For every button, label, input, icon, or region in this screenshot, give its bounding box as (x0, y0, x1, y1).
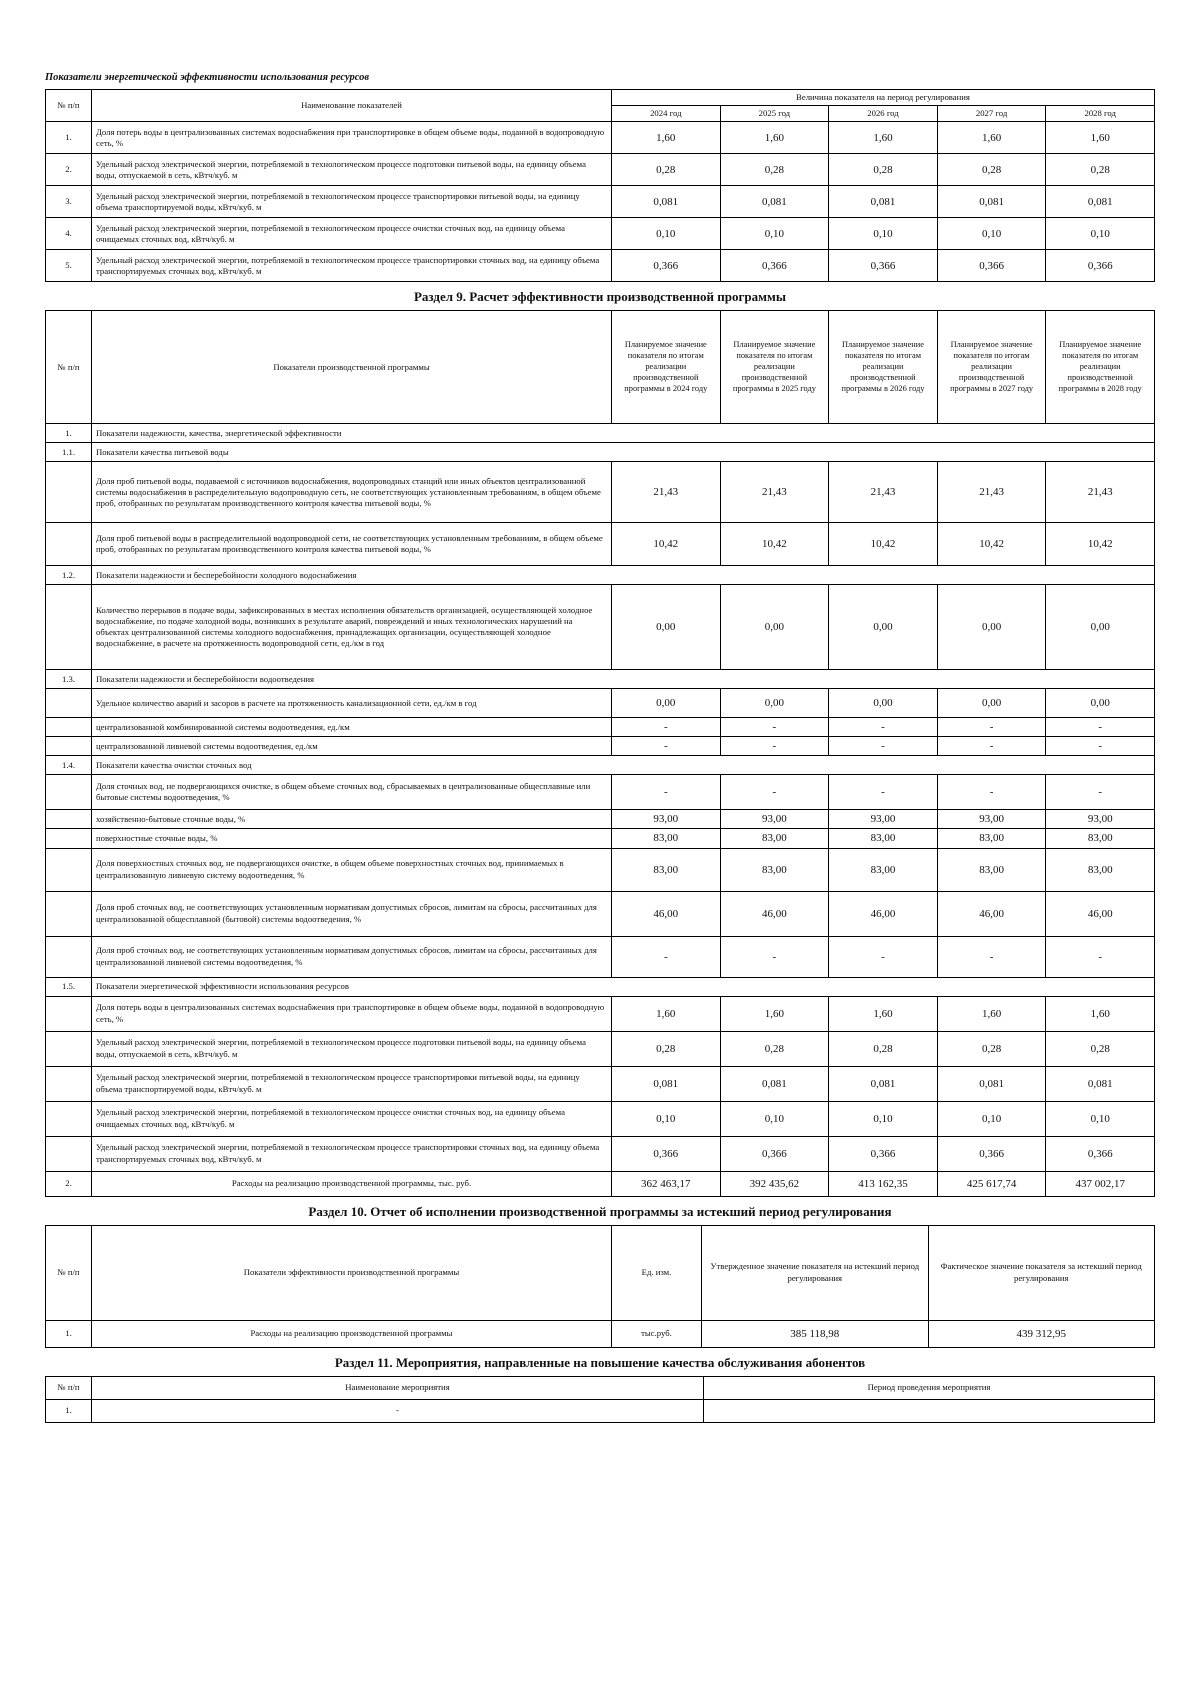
row-number (46, 996, 92, 1031)
table-row (46, 1136, 1155, 1171)
indicator-name: Удельный расход электрической энергии, потребляемой в технологическом процессе подготовки питьевой воды, на единицу объема воды, отпускаемой в сеть, кВтч/куб. м (92, 1031, 612, 1066)
year-header: Планируемое значение показателя по итогам реализации производственной программы в 2028 году (1046, 311, 1155, 424)
indicator-value: 1,60 (1046, 122, 1155, 154)
indicator-value: 0,00 (937, 689, 1046, 718)
row-number: 2. (46, 154, 92, 186)
row-number (46, 891, 92, 936)
indicator-value: - (937, 775, 1046, 810)
indicator-value: 93,00 (612, 810, 721, 829)
indicator-name: Доля проб сточных вод, не соответствующих установленным нормативам допустимых сбросов, лимитам на сбросы, рассчитанных для централизованной ливневой системы водоотведения, % (92, 936, 612, 977)
indicator-value: 10,42 (829, 523, 938, 566)
col-name-header: Показатели производственной программы (92, 311, 612, 424)
indicator-value: 0,28 (612, 1031, 721, 1066)
table-row (46, 1101, 1155, 1136)
indicator-value: 0,366 (1046, 1136, 1155, 1171)
row-number (46, 1101, 92, 1136)
indicator-value: 0,00 (829, 689, 938, 718)
table-row (46, 218, 1155, 250)
group-name: Показатели надежности и бесперебойности холодного водоснабжения (92, 566, 1155, 585)
col-approved-header: Утвержденное значение показателя на истекший период регулирования (702, 1225, 929, 1320)
section11-table (45, 1376, 1155, 1423)
indicator-name: Удельный расход электрической энергии, потребляемой в технологическом процессе транспортировки сточных вод, на единицу объема транспортируемых сточных вод, кВтч/куб. м (92, 250, 612, 282)
row-number (46, 810, 92, 829)
indicator-value: 0,10 (937, 218, 1046, 250)
indicator-value: 46,00 (829, 891, 938, 936)
year-header: Планируемое значение показателя по итогам реализации производственной программы в 2026 году (829, 311, 938, 424)
indicator-value: 0,00 (829, 585, 938, 670)
energy-caption: Показатели энергетической эффективности использования ресурсов (45, 72, 370, 83)
indicator-value: 83,00 (612, 848, 721, 891)
indicator-value: 83,00 (1046, 829, 1155, 848)
indicator-value: 0,10 (1046, 1101, 1155, 1136)
row-number (46, 775, 92, 810)
indicator-value: 83,00 (612, 829, 721, 848)
table-row (46, 250, 1155, 282)
document-page (45, 72, 1155, 1423)
col-unit-header: Ед. изм. (612, 1225, 702, 1320)
row-number: 1.5. (46, 977, 92, 996)
indicator-value: - (937, 737, 1046, 756)
row-number: 1. (46, 1320, 92, 1347)
indicator-value: 0,00 (937, 585, 1046, 670)
col-name-header: Наименование показателей (92, 90, 612, 122)
table-row (46, 936, 1155, 977)
indicator-value: 0,366 (612, 250, 721, 282)
indicator-value: 0,081 (937, 1066, 1046, 1101)
row-number (46, 689, 92, 718)
col-num-header: № п/п (46, 311, 92, 424)
indicator-name: Удельное количество аварий и засоров в расчете на протяженность канализационной сети, ед./км в год (92, 689, 612, 718)
table-row (46, 996, 1155, 1031)
row-number: 1. (46, 424, 92, 443)
indicator-value: 0,00 (612, 689, 721, 718)
indicator-value: 0,10 (829, 218, 938, 250)
indicator-value: 0,28 (720, 1031, 829, 1066)
indicator-name: Доля проб питьевой воды в распределительной водопроводной сети, не соответствующих установленным требованиям, в общем объеме проб, отобранных по результатам производственного контроля качества питьевой воды, % (92, 523, 612, 566)
group-name: Показатели качества очистки сточных вод (92, 756, 1155, 775)
row-number: 1. (46, 122, 92, 154)
group-row (46, 756, 1155, 775)
indicator-value: 0,081 (829, 1066, 938, 1101)
indicator-value: 46,00 (937, 891, 1046, 936)
indicator-value: 362 463,17 (612, 1171, 721, 1196)
indicator-name: Расходы на реализацию производственной программы (92, 1320, 612, 1347)
row-number: 1.2. (46, 566, 92, 585)
group-name: Показатели надежности, качества, энергетической эффективности (92, 424, 1155, 443)
indicator-value: - (720, 737, 829, 756)
row-number (46, 936, 92, 977)
indicator-value: 0,00 (1046, 585, 1155, 670)
year-header: Планируемое значение показателя по итогам реализации производственной программы в 2027 году (937, 311, 1046, 424)
col-name-header: Показатели эффективности производственной программы (92, 1225, 612, 1320)
indicator-value: - (720, 936, 829, 977)
indicator-name: централизованной ливневой системы водоотведения, ед./км (92, 737, 612, 756)
indicator-value: 0,10 (829, 1101, 938, 1136)
indicator-name: Доля потерь воды в централизованных системах водоснабжения при транспортировке в общем объеме воды, поданной в водопроводную сеть, % (92, 996, 612, 1031)
indicator-name: Доля поверхностных сточных вод, не подвергающихся очистке, в общем объеме поверхностных сточных вод, принимаемых в централизованную ливневую систему водоотведения, % (92, 848, 612, 891)
group-row (46, 566, 1155, 585)
indicator-value: - (937, 718, 1046, 737)
indicator-value: 0,081 (1046, 186, 1155, 218)
indicator-value: 0,366 (937, 1136, 1046, 1171)
indicator-value: 0,00 (720, 585, 829, 670)
indicator-value: 10,42 (1046, 523, 1155, 566)
total-name: Расходы на реализацию производственной программы, тыс. руб. (92, 1171, 612, 1196)
table-row (46, 737, 1155, 756)
indicator-value: 0,366 (1046, 250, 1155, 282)
indicator-value: 10,42 (720, 523, 829, 566)
indicator-value: 413 162,35 (829, 1171, 938, 1196)
indicator-value: 0,366 (720, 1136, 829, 1171)
indicator-value: 0,081 (612, 186, 721, 218)
indicator-value: 0,366 (937, 250, 1046, 282)
year-header: 2027 год (937, 106, 1046, 122)
row-number: 1.4. (46, 756, 92, 775)
col-num-header: № п/п (46, 1376, 92, 1399)
indicator-name: Удельный расход электрической энергии, потребляемой в технологическом процессе транспортировки питьевой воды, на единицу объема транспортируемой воды, кВтч/куб. м (92, 1066, 612, 1101)
indicator-value: 0,366 (829, 1136, 938, 1171)
indicator-value: 0,28 (1046, 154, 1155, 186)
indicator-value: 1,60 (720, 122, 829, 154)
indicator-name: поверхностные сточные воды, % (92, 829, 612, 848)
group-row (46, 424, 1155, 443)
indicator-value: 1,60 (612, 996, 721, 1031)
indicator-name: Количество перерывов в подаче воды, зафиксированных в местах исполнения обязательств организацией, осуществляющей холодное водоснабжение, по подаче холодной воды, возникших в результате аварий, повреждений и иных технологических нарушений на объектах централизованной системы холодного водоснабжения, принадлежащих организации, осуществляющей холодное водоснабжение, в расчете на протяженность водопроводной сети, ед./км в год (92, 585, 612, 670)
group-name: Показатели качества питьевой воды (92, 443, 1155, 462)
indicator-value: 10,42 (612, 523, 721, 566)
row-number (46, 1031, 92, 1066)
indicator-value: - (1046, 936, 1155, 977)
table-row (46, 523, 1155, 566)
indicator-value: 21,43 (829, 462, 938, 523)
indicator-name: Доля сточных вод, не подвергающихся очистке, в общем объеме сточных вод, сбрасываемых в централизованные общесплавные или бытовые системы водоотведения, % (92, 775, 612, 810)
indicator-value: 93,00 (720, 810, 829, 829)
indicator-value: 1,60 (937, 996, 1046, 1031)
table-row (46, 1399, 1155, 1422)
indicator-value: 0,28 (937, 1031, 1046, 1066)
indicator-name: Удельный расход электрической энергии, потребляемой в технологическом процессе очистки сточных вод, на единицу объема очищаемых сточных вод, кВтч/куб. м (92, 1101, 612, 1136)
indicator-name: централизованной комбинированной системы водоотведения, ед./км (92, 718, 612, 737)
indicator-value: 0,00 (612, 585, 721, 670)
indicator-value: 83,00 (720, 829, 829, 848)
indicator-value: 0,28 (829, 154, 938, 186)
indicator-value: 46,00 (1046, 891, 1155, 936)
indicator-value: 1,60 (937, 122, 1046, 154)
indicator-name: Доля потерь воды в централизованных системах водоснабжения при транспортировке в общем объеме воды, поданной в водопроводную сеть, % (92, 122, 612, 154)
actual-value: 439 312,95 (928, 1320, 1155, 1347)
indicator-name: Удельный расход электрической энергии, потребляемой в технологическом процессе транспортировки питьевой воды, на единицу объема транспортируемой воды, кВтч/куб. м (92, 186, 612, 218)
section10-table (45, 1225, 1155, 1348)
approved-value: 385 118,98 (702, 1320, 929, 1347)
table-row (46, 585, 1155, 670)
indicator-value: 21,43 (612, 462, 721, 523)
indicator-value: 1,60 (1046, 996, 1155, 1031)
indicator-value: 1,60 (720, 996, 829, 1031)
indicator-value: - (612, 737, 721, 756)
group-row (46, 977, 1155, 996)
indicator-value: - (829, 737, 938, 756)
year-header: Планируемое значение показателя по итогам реализации производственной программы в 2024 году (612, 311, 721, 424)
table-row (46, 462, 1155, 523)
group-name: Показатели надежности и бесперебойности водоотведения (92, 670, 1155, 689)
indicator-value: 1,60 (612, 122, 721, 154)
row-number (46, 523, 92, 566)
indicator-value: 0,10 (612, 1101, 721, 1136)
table-row (46, 1066, 1155, 1101)
indicator-value: 0,28 (612, 154, 721, 186)
indicator-value: 0,10 (937, 1101, 1046, 1136)
indicator-value: 0,28 (937, 154, 1046, 186)
row-number (46, 718, 92, 737)
table-row (46, 154, 1155, 186)
row-number: 1. (46, 1399, 92, 1422)
indicator-value: 0,081 (720, 1066, 829, 1101)
indicator-value: - (612, 718, 721, 737)
energy-table (45, 89, 1155, 282)
row-number (46, 585, 92, 670)
indicator-value: 0,28 (720, 154, 829, 186)
indicator-value: 0,28 (829, 1031, 938, 1066)
unit-value: тыс.руб. (612, 1320, 702, 1347)
section9-table (45, 310, 1155, 1196)
indicator-value: 0,10 (1046, 218, 1155, 250)
indicator-value: 0,366 (612, 1136, 721, 1171)
indicator-value: - (937, 936, 1046, 977)
indicator-value: - (1046, 718, 1155, 737)
indicator-value: 21,43 (720, 462, 829, 523)
indicator-value: 0,00 (1046, 689, 1155, 718)
indicator-value: - (829, 718, 938, 737)
year-header: 2028 год (1046, 106, 1155, 122)
indicator-value: 0,366 (720, 250, 829, 282)
indicator-value: 46,00 (612, 891, 721, 936)
row-number (46, 829, 92, 848)
table-row (46, 718, 1155, 737)
section9-title: Раздел 9. Расчет эффективности производственной программы (413, 289, 787, 305)
indicator-value: - (612, 936, 721, 977)
row-number: 1.1. (46, 443, 92, 462)
indicator-value: 0,10 (720, 218, 829, 250)
row-number: 5. (46, 250, 92, 282)
indicator-value: 83,00 (1046, 848, 1155, 891)
row-number (46, 737, 92, 756)
indicator-value: 83,00 (829, 829, 938, 848)
row-number: 1.3. (46, 670, 92, 689)
indicator-value: - (612, 775, 721, 810)
indicator-value: 437 002,17 (1046, 1171, 1155, 1196)
table-row (46, 810, 1155, 829)
col-num-header: № п/п (46, 90, 92, 122)
row-number: 2. (46, 1171, 92, 1196)
indicator-value: 0,081 (829, 186, 938, 218)
indicator-value: 93,00 (1046, 810, 1155, 829)
indicator-value: 1,60 (829, 996, 938, 1031)
row-number (46, 1066, 92, 1101)
row-number (46, 462, 92, 523)
indicator-value: 83,00 (937, 848, 1046, 891)
indicator-value: 0,10 (720, 1101, 829, 1136)
indicator-value: - (720, 718, 829, 737)
indicator-value: 83,00 (937, 829, 1046, 848)
row-number (46, 1136, 92, 1171)
section11-title: Раздел 11. Мероприятия, направленные на повышение качества обслуживания абонентов (334, 1354, 866, 1370)
indicator-value: 46,00 (720, 891, 829, 936)
group-row (46, 443, 1155, 462)
indicator-value: 0,081 (612, 1066, 721, 1101)
row-number: 4. (46, 218, 92, 250)
indicator-value: 21,43 (1046, 462, 1155, 523)
indicator-value: 0,366 (829, 250, 938, 282)
indicator-value: 392 435,62 (720, 1171, 829, 1196)
measure-name: - (92, 1399, 704, 1422)
year-header: 2024 год (612, 106, 721, 122)
indicator-value: 0,081 (937, 186, 1046, 218)
indicator-value: 0,28 (1046, 1031, 1155, 1066)
group-name: Показатели энергетической эффективности использования ресурсов (92, 977, 1155, 996)
indicator-value: - (829, 936, 938, 977)
indicator-value: 93,00 (829, 810, 938, 829)
table-row (46, 186, 1155, 218)
col-actual-header: Фактическое значение показателя за истекший период регулирования (928, 1225, 1155, 1320)
indicator-value: 0,00 (720, 689, 829, 718)
table-row (46, 829, 1155, 848)
col-num-header: № п/п (46, 1225, 92, 1320)
indicator-name: Доля проб сточных вод, не соответствующих установленным нормативам допустимых сбросов, лимитам на сбросы, рассчитанных для централизованной общесплавной (бытовой) системы водоотведения, % (92, 891, 612, 936)
indicator-value: - (829, 775, 938, 810)
indicator-value: 0,081 (720, 186, 829, 218)
table-row (46, 891, 1155, 936)
col-period-header: Период проведения мероприятия (704, 1376, 1155, 1399)
indicator-value: 425 617,74 (937, 1171, 1046, 1196)
indicator-value: 93,00 (937, 810, 1046, 829)
indicator-name: Доля проб питьевой воды, подаваемой с источников водоснабжения, водопроводных станций или иных объектов централизованной системы водоснабжения в распределительную водопроводную сеть, не соответствующих установленным требованиям, в общем объеме проб, отобранных по результатам производственного контроля качества питьевой воды, % (92, 462, 612, 523)
table-row (46, 848, 1155, 891)
year-header: 2025 год (720, 106, 829, 122)
indicator-value: 10,42 (937, 523, 1046, 566)
table-row (46, 775, 1155, 810)
table-row (46, 689, 1155, 718)
indicator-name: Удельный расход электрической энергии, потребляемой в технологическом процессе подготовки питьевой воды, на единицу объема воды, отпускаемой в сеть, кВтч/куб. м (92, 154, 612, 186)
year-header: Планируемое значение показателя по итогам реализации производственной программы в 2025 году (720, 311, 829, 424)
indicator-name: Удельный расход электрической энергии, потребляемой в технологическом процессе транспортировки сточных вод, на единицу объема транспортируемых сточных вод, кВтч/куб. м (92, 1136, 612, 1171)
indicator-value: 0,081 (1046, 1066, 1155, 1101)
section10-title: Раздел 10. Отчет об исполнении производственной программы за истекший период регулирования (308, 1203, 892, 1219)
indicator-value: - (1046, 737, 1155, 756)
indicator-name: Удельный расход электрической энергии, потребляемой в технологическом процессе очистки сточных вод, на единицу объема очищаемых сточных вод, кВтч/куб. м (92, 218, 612, 250)
indicator-value: 21,43 (937, 462, 1046, 523)
indicator-value: 83,00 (720, 848, 829, 891)
group-row (46, 670, 1155, 689)
indicator-value: 0,10 (612, 218, 721, 250)
table-row (46, 1320, 1155, 1347)
col-name-header: Наименование мероприятия (92, 1376, 704, 1399)
table-row (46, 1031, 1155, 1066)
indicator-value: 1,60 (829, 122, 938, 154)
indicator-value: - (1046, 775, 1155, 810)
indicator-value: - (720, 775, 829, 810)
table-row (46, 122, 1155, 154)
measure-period (704, 1399, 1155, 1422)
year-header: 2026 год (829, 106, 938, 122)
row-number: 3. (46, 186, 92, 218)
period-group-header: Величина показателя на период регулирования (612, 90, 1155, 106)
indicator-value: 83,00 (829, 848, 938, 891)
row-number (46, 848, 92, 891)
indicator-name: хозяйственно-бытовые сточные воды, % (92, 810, 612, 829)
table-row (46, 1171, 1155, 1196)
